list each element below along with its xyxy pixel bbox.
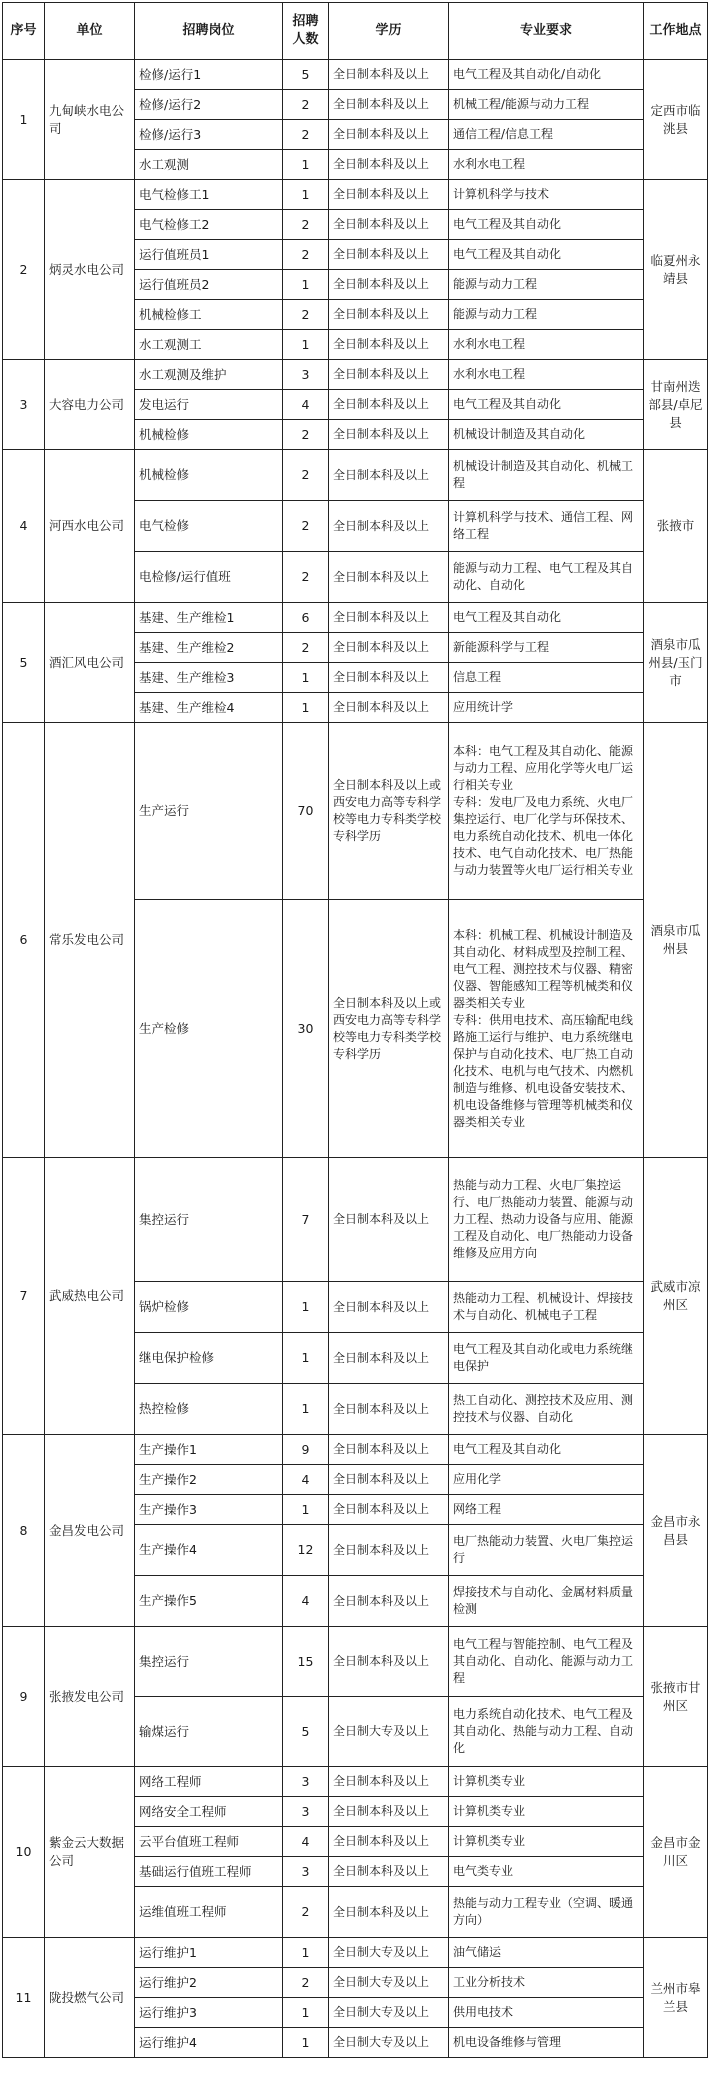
cell-location: 定西市临洮县 [644, 60, 708, 180]
cell-position: 机械检修 [135, 450, 283, 501]
cell-major: 热能与动力工程专业（空调、暖通方向） [449, 1887, 644, 1938]
table-row [3, 450, 708, 501]
cell-count: 1 [283, 1938, 329, 1968]
table-row [3, 1767, 708, 1797]
cell-education: 全日制本科及以上 [329, 180, 449, 210]
cell-location: 金昌市金川区 [644, 1767, 708, 1938]
cell-education: 全日制本科及以上 [329, 693, 449, 723]
cell-education: 全日制本科及以上 [329, 501, 449, 552]
cell-count: 2 [283, 450, 329, 501]
cell-unit: 常乐发电公司 [45, 723, 135, 1158]
cell-education: 全日制大专及以上 [329, 1938, 449, 1968]
cell-position: 基建、生产维检3 [135, 663, 283, 693]
cell-education: 全日制本科及以上 [329, 1158, 449, 1282]
table-row [3, 1435, 708, 1465]
cell-position: 集控运行 [135, 1627, 283, 1697]
cell-major: 油气储运 [449, 1938, 644, 1968]
cell-count: 6 [283, 603, 329, 633]
cell-unit: 炳灵水电公司 [45, 180, 135, 360]
cell-major: 工业分析技术 [449, 1968, 644, 1998]
cell-count: 12 [283, 1525, 329, 1576]
cell-count: 1 [283, 1495, 329, 1525]
cell-count: 1 [283, 270, 329, 300]
cell-position: 电检修/运行值班 [135, 552, 283, 603]
cell-count: 2 [283, 120, 329, 150]
cell-education: 全日制本科及以上 [329, 663, 449, 693]
cell-education: 全日制大专及以上 [329, 1697, 449, 1767]
cell-count: 2 [283, 1887, 329, 1938]
header-unit: 单位 [45, 3, 135, 60]
cell-seq: 3 [3, 360, 45, 450]
cell-position: 运维值班工程师 [135, 1887, 283, 1938]
cell-major: 计算机科学与技术、通信工程、网络工程 [449, 501, 644, 552]
cell-count: 4 [283, 1576, 329, 1627]
cell-education: 全日制本科及以上或西安电力高等专科学校等电力专科类学校专科学历 [329, 723, 449, 900]
cell-unit: 紫金云大数据公司 [45, 1767, 135, 1938]
cell-major: 电气工程及其自动化 [449, 390, 644, 420]
cell-count: 30 [283, 900, 329, 1158]
cell-seq: 6 [3, 723, 45, 1158]
cell-major: 本科：机械工程、机械设计制造及其自动化、材料成型及控制工程、电气工程、测控技术与仪器、精密仪器、智能感知工程等机械类和仪器类相关专业 专科：供用电技术、高压输配电线路施工运行与维护、电力系统继电保护与自动化技术、电厂热工自动化技术、电机与电气技术、内燃机制造与维修、机电设备安装技术、机电设备维修与管理等机械类和仪器类相关专业 [449, 900, 644, 1158]
cell-seq: 4 [3, 450, 45, 603]
cell-count: 1 [283, 180, 329, 210]
cell-unit: 张掖发电公司 [45, 1627, 135, 1767]
cell-location: 金昌市永昌县 [644, 1435, 708, 1627]
cell-position: 运行维护2 [135, 1968, 283, 1998]
cell-count: 5 [283, 60, 329, 90]
cell-count: 7 [283, 1158, 329, 1282]
cell-position: 生产运行 [135, 723, 283, 900]
cell-major: 计算机类专业 [449, 1797, 644, 1827]
cell-count: 3 [283, 1857, 329, 1887]
cell-education: 全日制本科及以上 [329, 60, 449, 90]
cell-education: 全日制本科及以上 [329, 1333, 449, 1384]
cell-major: 供用电技术 [449, 1998, 644, 2028]
cell-location: 张掖市 [644, 450, 708, 603]
cell-position: 生产检修 [135, 900, 283, 1158]
cell-major: 新能源科学与工程 [449, 633, 644, 663]
cell-major: 焊接技术与自动化、金属材料质量检测 [449, 1576, 644, 1627]
cell-position: 检修/运行3 [135, 120, 283, 150]
cell-unit: 金昌发电公司 [45, 1435, 135, 1627]
cell-seq: 11 [3, 1938, 45, 2058]
cell-education: 全日制本科及以上 [329, 1797, 449, 1827]
table-row [3, 360, 708, 390]
cell-major: 电厂热能动力装置、火电厂集控运行 [449, 1525, 644, 1576]
cell-unit: 陇投燃气公司 [45, 1938, 135, 2058]
cell-position: 输煤运行 [135, 1697, 283, 1767]
cell-location: 甘南州迭部县/卓尼县 [644, 360, 708, 450]
cell-education: 全日制大专及以上 [329, 1968, 449, 1998]
header-seq: 序号 [3, 3, 45, 60]
cell-position: 水工观测及维护 [135, 360, 283, 390]
cell-count: 3 [283, 1797, 329, 1827]
cell-count: 4 [283, 1827, 329, 1857]
cell-major: 应用化学 [449, 1465, 644, 1495]
cell-major: 计算机类专业 [449, 1767, 644, 1797]
cell-major: 热能动力工程、机械设计、焊接技术与自动化、机械电子工程 [449, 1282, 644, 1333]
cell-count: 1 [283, 150, 329, 180]
cell-seq: 10 [3, 1767, 45, 1938]
cell-position: 生产操作2 [135, 1465, 283, 1495]
cell-major: 机械工程/能源与动力工程 [449, 90, 644, 120]
cell-education: 全日制本科及以上 [329, 633, 449, 663]
cell-major: 能源与动力工程、电气工程及其自动化、自动化 [449, 552, 644, 603]
cell-major: 机械设计制造及其自动化 [449, 420, 644, 450]
cell-count: 3 [283, 360, 329, 390]
cell-position: 生产操作1 [135, 1435, 283, 1465]
cell-count: 1 [283, 2028, 329, 2058]
cell-count: 1 [283, 1384, 329, 1435]
cell-major: 电气工程与智能控制、电气工程及其自动化、自动化、能源与动力工程 [449, 1627, 644, 1697]
cell-count: 4 [283, 390, 329, 420]
cell-major: 网络工程 [449, 1495, 644, 1525]
cell-major: 信息工程 [449, 663, 644, 693]
cell-major: 电气工程及其自动化 [449, 210, 644, 240]
cell-unit: 九甸峡水电公司 [45, 60, 135, 180]
cell-major: 电气工程及其自动化/自动化 [449, 60, 644, 90]
header-education: 学历 [329, 3, 449, 60]
cell-position: 锅炉检修 [135, 1282, 283, 1333]
cell-seq: 2 [3, 180, 45, 360]
cell-education: 全日制本科及以上 [329, 1627, 449, 1697]
cell-education: 全日制大专及以上 [329, 1998, 449, 2028]
cell-unit: 武威热电公司 [45, 1158, 135, 1435]
cell-major: 热工自动化、测控技术及应用、测控技术与仪器、自动化 [449, 1384, 644, 1435]
cell-education: 全日制本科及以上 [329, 120, 449, 150]
cell-education: 全日制本科及以上或西安电力高等专科学校等电力专科类学校专科学历 [329, 900, 449, 1158]
cell-position: 运行维护3 [135, 1998, 283, 2028]
cell-major: 电气工程及其自动化 [449, 1435, 644, 1465]
cell-position: 水工观测 [135, 150, 283, 180]
cell-position: 基础运行值班工程师 [135, 1857, 283, 1887]
cell-education: 全日制本科及以上 [329, 1576, 449, 1627]
cell-major: 电气工程及其自动化 [449, 240, 644, 270]
header-location: 工作地点 [644, 3, 708, 60]
cell-position: 机械检修 [135, 420, 283, 450]
cell-major: 电气工程及其自动化或电力系统继电保护 [449, 1333, 644, 1384]
cell-unit: 大容电力公司 [45, 360, 135, 450]
cell-education: 全日制本科及以上 [329, 603, 449, 633]
cell-position: 运行维护4 [135, 2028, 283, 2058]
cell-education: 全日制本科及以上 [329, 90, 449, 120]
cell-education: 全日制本科及以上 [329, 1495, 449, 1525]
cell-count: 1 [283, 1333, 329, 1384]
cell-position: 生产操作4 [135, 1525, 283, 1576]
cell-position: 检修/运行2 [135, 90, 283, 120]
cell-education: 全日制本科及以上 [329, 420, 449, 450]
cell-position: 基建、生产维检2 [135, 633, 283, 663]
cell-count: 2 [283, 552, 329, 603]
header-major: 专业要求 [449, 3, 644, 60]
table-row [3, 1627, 708, 1697]
cell-location: 酒泉市瓜州县 [644, 723, 708, 1158]
cell-major: 通信工程/信息工程 [449, 120, 644, 150]
header-row [3, 3, 708, 60]
cell-count: 2 [283, 1968, 329, 1998]
cell-major: 水利水电工程 [449, 150, 644, 180]
cell-education: 全日制本科及以上 [329, 210, 449, 240]
cell-position: 发电运行 [135, 390, 283, 420]
cell-location: 临夏州永靖县 [644, 180, 708, 360]
cell-position: 网络安全工程师 [135, 1797, 283, 1827]
cell-position: 电气检修工2 [135, 210, 283, 240]
cell-location: 张掖市甘州区 [644, 1627, 708, 1767]
cell-count: 1 [283, 1282, 329, 1333]
cell-seq: 7 [3, 1158, 45, 1435]
cell-position: 运行维护1 [135, 1938, 283, 1968]
cell-position: 机械检修工 [135, 300, 283, 330]
cell-location: 兰州市皋兰县 [644, 1938, 708, 2058]
cell-position: 热控检修 [135, 1384, 283, 1435]
cell-education: 全日制本科及以上 [329, 1435, 449, 1465]
cell-education: 全日制大专及以上 [329, 2028, 449, 2058]
header-position: 招聘岗位 [135, 3, 283, 60]
cell-count: 3 [283, 1767, 329, 1797]
cell-location: 武威市凉州区 [644, 1158, 708, 1435]
cell-major: 计算机类专业 [449, 1827, 644, 1857]
cell-education: 全日制本科及以上 [329, 300, 449, 330]
cell-education: 全日制本科及以上 [329, 1827, 449, 1857]
table-row [3, 603, 708, 633]
cell-count: 9 [283, 1435, 329, 1465]
cell-position: 水工观测工 [135, 330, 283, 360]
cell-education: 全日制本科及以上 [329, 390, 449, 420]
recruitment-table [2, 2, 708, 2058]
cell-unit: 河西水电公司 [45, 450, 135, 603]
cell-position: 运行值班员2 [135, 270, 283, 300]
cell-major: 计算机科学与技术 [449, 180, 644, 210]
cell-count: 2 [283, 633, 329, 663]
cell-position: 继电保护检修 [135, 1333, 283, 1384]
cell-count: 1 [283, 1998, 329, 2028]
cell-count: 2 [283, 420, 329, 450]
cell-position: 基建、生产维检1 [135, 603, 283, 633]
table-row [3, 180, 708, 210]
cell-education: 全日制本科及以上 [329, 450, 449, 501]
cell-major: 电气类专业 [449, 1857, 644, 1887]
cell-education: 全日制本科及以上 [329, 330, 449, 360]
table-row [3, 723, 708, 900]
cell-position: 云平台值班工程师 [135, 1827, 283, 1857]
cell-position: 电气检修 [135, 501, 283, 552]
cell-education: 全日制本科及以上 [329, 360, 449, 390]
cell-seq: 8 [3, 1435, 45, 1627]
cell-major: 应用统计学 [449, 693, 644, 723]
cell-position: 基建、生产维检4 [135, 693, 283, 723]
cell-education: 全日制本科及以上 [329, 1282, 449, 1333]
table-row [3, 60, 708, 90]
cell-count: 2 [283, 300, 329, 330]
cell-major: 电气工程及其自动化 [449, 603, 644, 633]
cell-position: 检修/运行1 [135, 60, 283, 90]
cell-count: 5 [283, 1697, 329, 1767]
cell-major: 水利水电工程 [449, 330, 644, 360]
cell-position: 生产操作3 [135, 1495, 283, 1525]
table-row [3, 1158, 708, 1282]
cell-count: 1 [283, 330, 329, 360]
cell-major: 机电设备维修与管理 [449, 2028, 644, 2058]
cell-count: 2 [283, 210, 329, 240]
cell-education: 全日制本科及以上 [329, 552, 449, 603]
cell-count: 1 [283, 693, 329, 723]
table-row [3, 1938, 708, 1968]
cell-major: 能源与动力工程 [449, 270, 644, 300]
cell-major: 电力系统自动化技术、电气工程及其自动化、热能与动力工程、自动化 [449, 1697, 644, 1767]
cell-count: 2 [283, 240, 329, 270]
cell-seq: 1 [3, 60, 45, 180]
cell-education: 全日制本科及以上 [329, 1465, 449, 1495]
cell-major: 本科：电气工程及其自动化、能源与动力工程、应用化学等火电厂运行相关专业 专科：发电厂及电力系统、火电厂集控运行、电厂化学与环保技术、电力系统自动化技术、机电一体化技术、电气自动化技术、电厂热能与动力装置等火电厂运行相关专业 [449, 723, 644, 900]
cell-major: 机械设计制造及其自动化、机械工程 [449, 450, 644, 501]
cell-education: 全日制本科及以上 [329, 1525, 449, 1576]
header-count: 招聘人数 [283, 3, 329, 60]
table-body [3, 60, 708, 2058]
cell-count: 1 [283, 663, 329, 693]
cell-seq: 9 [3, 1627, 45, 1767]
cell-education: 全日制本科及以上 [329, 1384, 449, 1435]
cell-count: 15 [283, 1627, 329, 1697]
cell-count: 2 [283, 501, 329, 552]
cell-major: 热能与动力工程、火电厂集控运行、电厂热能动力装置、能源与动力工程、热动力设备与应用、能源工程及自动化、电厂热能动力设备维修及应用方向 [449, 1158, 644, 1282]
cell-major: 能源与动力工程 [449, 300, 644, 330]
cell-location: 酒泉市瓜州县/玉门市 [644, 603, 708, 723]
cell-education: 全日制本科及以上 [329, 150, 449, 180]
cell-education: 全日制本科及以上 [329, 1887, 449, 1938]
cell-count: 4 [283, 1465, 329, 1495]
cell-count: 70 [283, 723, 329, 900]
cell-position: 网络工程师 [135, 1767, 283, 1797]
cell-education: 全日制本科及以上 [329, 240, 449, 270]
cell-education: 全日制本科及以上 [329, 270, 449, 300]
cell-seq: 5 [3, 603, 45, 723]
cell-position: 生产操作5 [135, 1576, 283, 1627]
cell-position: 运行值班员1 [135, 240, 283, 270]
cell-education: 全日制本科及以上 [329, 1767, 449, 1797]
cell-education: 全日制本科及以上 [329, 1857, 449, 1887]
cell-count: 2 [283, 90, 329, 120]
cell-position: 集控运行 [135, 1158, 283, 1282]
cell-unit: 酒汇风电公司 [45, 603, 135, 723]
cell-position: 电气检修工1 [135, 180, 283, 210]
cell-major: 水利水电工程 [449, 360, 644, 390]
